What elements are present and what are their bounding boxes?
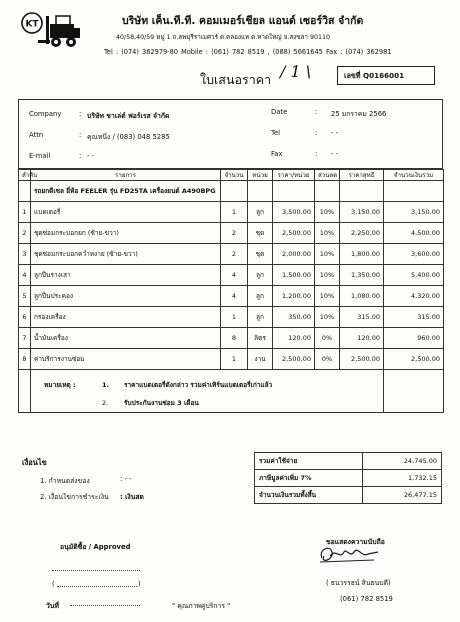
- cell-item: ชุดซ่อมกระบอกคว่ำหงาย (ซ้าย-ขวา): [31, 244, 221, 265]
- email-label: E-mail: [29, 152, 51, 160]
- vat-label: ภาษีมูลค่าเพิ่ม 7%: [255, 470, 363, 487]
- note-1-number: 1.: [102, 381, 109, 389]
- delivery-value: : - -: [120, 475, 132, 483]
- email-value: - -: [87, 152, 95, 160]
- table-row: [19, 286, 444, 307]
- cell-disc: 10%: [315, 265, 340, 286]
- cell-price: 2,500.00: [273, 223, 315, 244]
- table-row: [19, 349, 444, 370]
- col-header-no: ลำดับ: [19, 170, 31, 181]
- issuer-company-name: บริษัท เค็น.ที.ที. คอมเมอร์เชียล แอนด์ เซอร์วิส จำกัด: [122, 15, 364, 27]
- cell-net: 2,250.00: [340, 223, 384, 244]
- items-table: [18, 169, 444, 413]
- cell-net: 1,080.00: [340, 286, 384, 307]
- model-row: [19, 181, 444, 202]
- payment-value: : เงินสด: [120, 493, 144, 501]
- col-header-qty: จำนวน: [221, 170, 248, 181]
- date-label: Date: [271, 108, 288, 116]
- cell-price: 3,500.00: [273, 202, 315, 223]
- cell-no: 5: [19, 286, 31, 307]
- cell-price: 1,200.00: [273, 286, 315, 307]
- company-label: Company: [29, 110, 62, 118]
- cell-total: 3,150.00: [384, 202, 444, 223]
- date-value: 25 มกราคม 2566: [331, 110, 387, 118]
- cell-total: 3,600.00: [384, 244, 444, 265]
- attn-colon: :: [79, 131, 82, 139]
- cell-item: กรองเครื่อง: [31, 307, 221, 328]
- cell-qty: 1: [221, 202, 248, 223]
- customer-info-box: [18, 99, 443, 169]
- col-header-price: ราคา/หน่วย: [273, 170, 315, 181]
- col-header-net: ราคาสุทธิ: [340, 170, 384, 181]
- cell-item: น้ำมันเครื่อง: [31, 328, 221, 349]
- cell-item: ลูกปืนรางเสา: [31, 265, 221, 286]
- table-row: [19, 328, 444, 349]
- payment-label: 2. เงื่อนไขการชำระเงิน: [40, 493, 109, 501]
- col-header-discount: ส่วนลด: [315, 170, 340, 181]
- document-title: ใบเสนอราคา: [200, 72, 272, 87]
- cell-qty: 4: [221, 265, 248, 286]
- cell-total: 4,320.00: [384, 286, 444, 307]
- cell-price: 2,500.00: [273, 349, 315, 370]
- table-row: [19, 223, 444, 244]
- cell-qty: 1: [221, 349, 248, 370]
- cell-unit: ชุด: [248, 223, 273, 244]
- fax-label: Fax: [271, 150, 283, 158]
- footer-slogan: " คุณภาพคู่บริการ ": [172, 602, 231, 610]
- cell-disc: 0%: [315, 349, 340, 370]
- signer-name: ( ธนวรรธน์ สินธนบดี): [326, 579, 391, 587]
- cell-net: 120.00: [340, 328, 384, 349]
- cell-qty: 2: [221, 223, 248, 244]
- email-colon: :: [79, 152, 82, 160]
- notes-cell: [31, 370, 384, 413]
- cell-item: ชุดซ่อมกระบอกยก (ซ้าย-ขวา): [31, 223, 221, 244]
- totals-table: [254, 452, 442, 504]
- cell-disc: 10%: [315, 244, 340, 265]
- grand-total-row: [255, 487, 442, 504]
- cell-item: ลูกปืนประคอง: [31, 286, 221, 307]
- col-header-unit: หน่วย: [248, 170, 273, 181]
- close-paren: ): [138, 580, 141, 588]
- cell-unit: ลูก: [248, 265, 273, 286]
- cell-no: 8: [19, 349, 31, 370]
- company-colon: :: [79, 110, 82, 118]
- approval-signature-line: [52, 570, 140, 571]
- col-header-item: รายการ: [31, 170, 221, 181]
- table-row: [19, 307, 444, 328]
- cell-price: 350.00: [273, 307, 315, 328]
- note-1-text: ราคาแบตเตอรี่ดังกล่าว รวมค่าเทิร์นแบตเตอรี่เก่าแล้ว: [124, 381, 273, 389]
- cell-qty: 8: [221, 328, 248, 349]
- cell-total: 4,500.00: [384, 223, 444, 244]
- approved-label: อนุมัติซื้อ / Approved: [60, 543, 131, 551]
- cell-disc: 10%: [315, 202, 340, 223]
- cell-unit: ลูก: [248, 202, 273, 223]
- table-row: [19, 244, 444, 265]
- cell-item: ค่าบริการงานซ่อม: [31, 349, 221, 370]
- approval-date-line: [70, 605, 140, 606]
- model-description: รถยกดีเซล ยี่ห้อ FEELER รุ่น FD25TA เครื่องยนต์ A490BPG: [31, 181, 221, 202]
- logo-text: KT: [25, 19, 39, 30]
- cell-net: 2,500.00: [340, 349, 384, 370]
- grand-total-label: จำนวนเงินรวมทั้งสิ้น: [255, 487, 363, 504]
- cell-no: 1: [19, 202, 31, 223]
- cell-item: แบตเตอรี่: [31, 202, 221, 223]
- cell-unit: ชุด: [248, 244, 273, 265]
- table-header-row: [19, 170, 444, 181]
- conditions-title: เงื่อนไข: [22, 458, 47, 467]
- cell-net: 315.00: [340, 307, 384, 328]
- cell-total: 2,500.00: [384, 349, 444, 370]
- vat-value: 1,732.15: [363, 470, 442, 487]
- table-row: [19, 202, 444, 223]
- fax-value: - -: [331, 150, 339, 158]
- approver-name-line: [57, 586, 137, 587]
- respect-label: ขอแสดงความนับถือ: [326, 538, 385, 546]
- note-line-2: [34, 394, 380, 412]
- cell-disc: 10%: [315, 307, 340, 328]
- cell-qty: 4: [221, 286, 248, 307]
- tel-colon: :: [315, 129, 318, 137]
- fax-colon: :: [315, 150, 318, 158]
- cell-unit: ลูก: [248, 286, 273, 307]
- cell-qty: 1: [221, 307, 248, 328]
- cell-no: 6: [19, 307, 31, 328]
- subtotal-value: 24,745.00: [363, 453, 442, 470]
- forklift-logo-icon: [20, 10, 92, 50]
- cell-disc: 10%: [315, 223, 340, 244]
- issuer-address: 40/58,40/59 หมู่ 1 ถ.ลพบุรีราเมศวร์ ต.คลองแห ต.หาดใหญ่ จ.สงขลา 90110: [116, 34, 330, 41]
- company-value: บริษัท ชาเล่ต์ ฟอร์เรส จำกัด: [87, 112, 170, 120]
- cell-no: 4: [19, 265, 31, 286]
- note-2-number: 2.: [102, 399, 109, 407]
- subtotal-row: [255, 453, 442, 470]
- note-label: หมายเหตุ :: [44, 381, 76, 389]
- quotation-number: เลขที่ Q0166001: [337, 66, 435, 85]
- table-row: [19, 265, 444, 286]
- cell-unit: งาน: [248, 349, 273, 370]
- cell-unit: ลิตร: [248, 328, 273, 349]
- tel-label: Tel: [271, 129, 281, 137]
- cell-net: 1,800.00: [340, 244, 384, 265]
- cell-no: 7: [19, 328, 31, 349]
- cell-qty: 2: [221, 244, 248, 265]
- attn-label: Attn: [29, 131, 44, 139]
- open-paren: (: [52, 580, 55, 588]
- subtotal-label: รวมค่าใช้จ่าย: [255, 453, 363, 470]
- col-header-total: จำนวนเงินรวม: [384, 170, 444, 181]
- cell-price: 2,000.00: [273, 244, 315, 265]
- cell-disc: 10%: [315, 286, 340, 307]
- cell-no: 2: [19, 223, 31, 244]
- cell-net: 1,350.00: [340, 265, 384, 286]
- cell-price: 120.00: [273, 328, 315, 349]
- signer-phone: (061) 782 8519: [340, 595, 393, 603]
- note-2-text: รับประกันงานซ่อม 3 เดือน: [124, 399, 199, 407]
- approval-date-label: วันที่: [46, 602, 59, 610]
- cell-no: 3: [19, 244, 31, 265]
- delivery-label: 1. กำหนดส่งของ: [40, 477, 90, 485]
- date-colon: :: [315, 108, 318, 116]
- tel-value: - -: [331, 129, 339, 137]
- cell-total: 5,400.00: [384, 265, 444, 286]
- handwritten-signature: [316, 540, 382, 568]
- issuer-contact: Tel : (074) 362979-80 Mobile : (061) 782 8519 , (088) 5661645 Fax : (074) 362981: [104, 48, 392, 56]
- cell-total: 960.00: [384, 328, 444, 349]
- cell-disc: 0%: [315, 328, 340, 349]
- cell-unit: ลูก: [248, 307, 273, 328]
- grand-total-value: 26,477.15: [363, 487, 442, 504]
- handwritten-page-mark: / 1 \: [280, 62, 312, 81]
- notes-row: [19, 370, 444, 413]
- vat-row: [255, 470, 442, 487]
- note-line-1: [34, 376, 380, 394]
- attn-value: คุณหนึ่ง / (083) 048 5285: [87, 133, 170, 141]
- cell-net: 3,150.00: [340, 202, 384, 223]
- cell-total: 315.00: [384, 307, 444, 328]
- cell-price: 1,500.00: [273, 265, 315, 286]
